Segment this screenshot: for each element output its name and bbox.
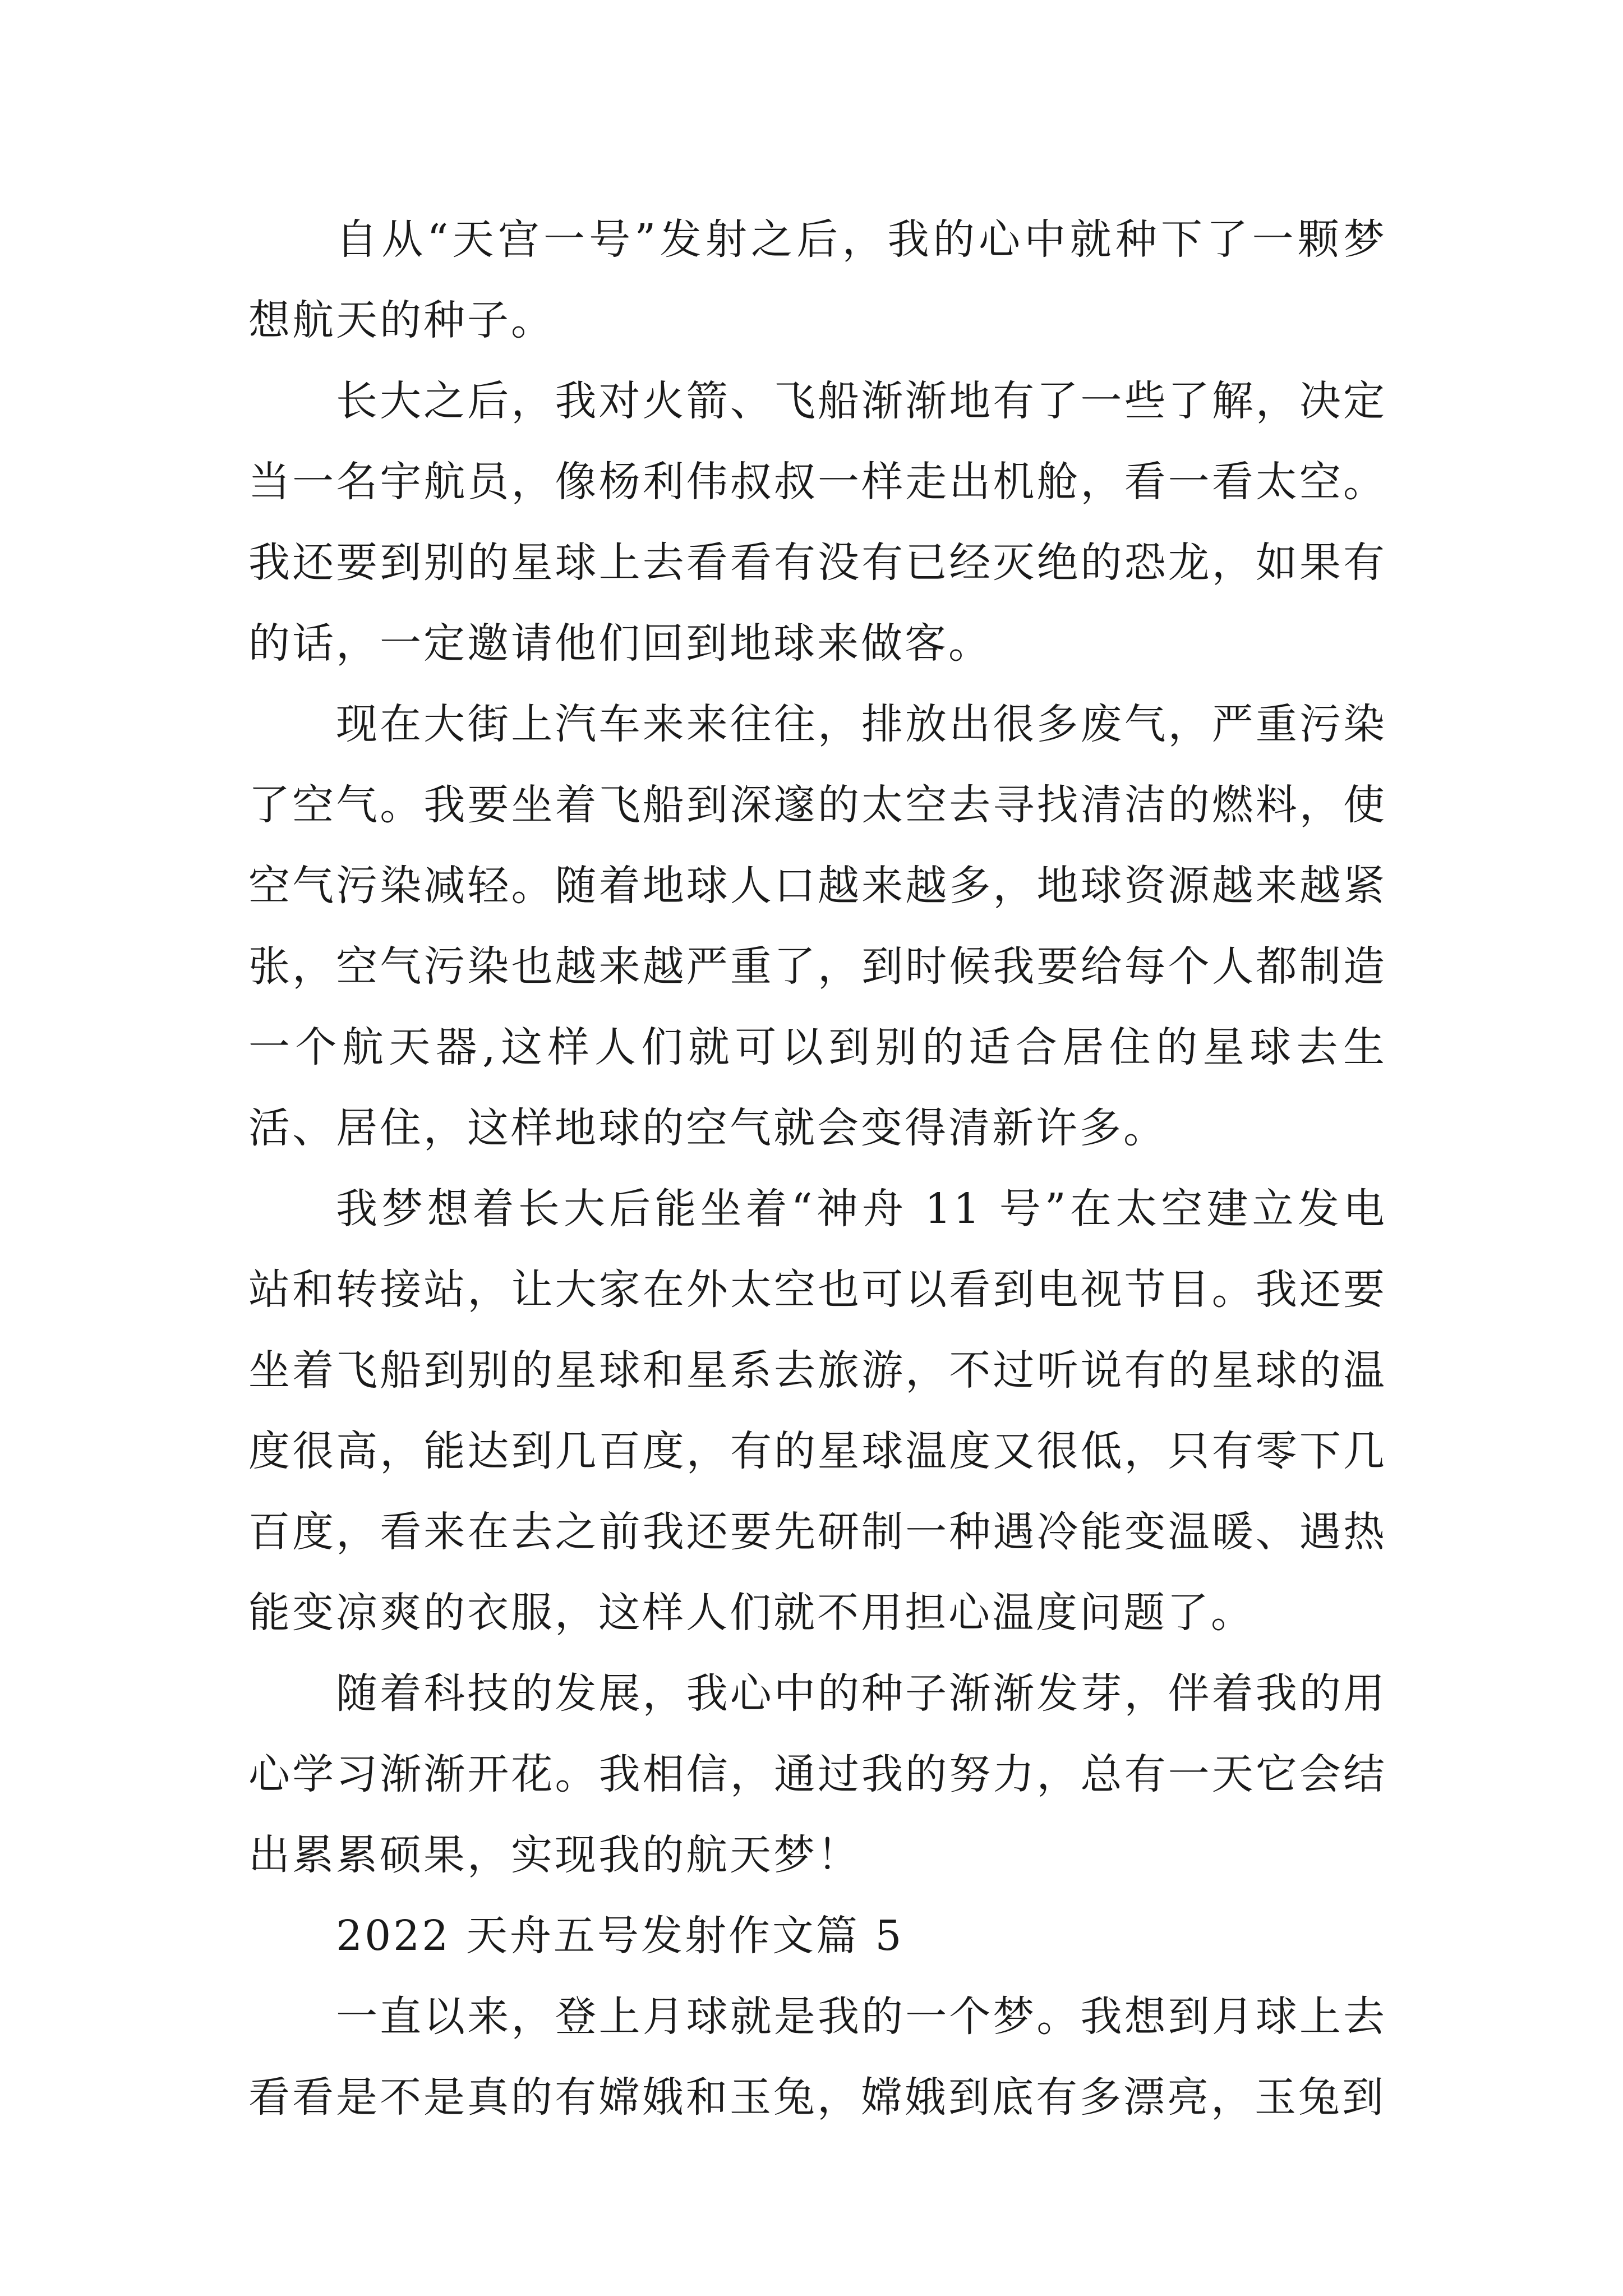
document-body (248, 199, 1387, 2138)
paragraph-5: 随着科技的发展，我心中的种子渐渐发芽，伴着我的用心学习渐渐开花。我相信，通过我的努力，总有一天它会结出累累硕果，实现我的航天梦！ (248, 1669, 1387, 1879)
section-heading: 2022 天舟五号发射作文篇 5 (336, 1912, 904, 1960)
paragraph-1: 自从“天宫一号”发射之后，我的心中就种下了一颗梦想航天的种子。 (248, 215, 1387, 344)
paragraph-2: 长大之后，我对火箭、飞船渐渐地有了一些了解，决定当一名宇航员，像杨利伟叔叔一样走出机舱，看一看太空。我还要到别的星球上去看看有没有已经灭绝的恐龙，如果有的话，一定邀请他们回到地球来做客。 (248, 377, 1387, 668)
paragraph-6: 一直以来，登上月球就是我的一个梦。我想到月球上去看看是不是真的有嫦娥和玉兔，嫦娥到底有多漂亮，玉兔到 (248, 1993, 1387, 2122)
paragraph-4: 我梦想着长大后能坐着“神舟 11 号”在太空建立发电站和转接站，让大家在外太空也可以看到电视节目。我还要坐着飞船到别的星球和星系去旅游，不过听说有的星球的温度很高，能达到几百度，有的星球温度又很低，只有零下几百度，看来在去之前我还要先研制一种遇冷能变温暖、遇热能变凉爽的衣服，这样人们就不用担心温度问题了。 (248, 1185, 1387, 1637)
paragraph-3: 现在大街上汽车来来往往，排放出很多废气，严重污染了空气。我要坐着飞船到深邃的太空去寻找清洁的燃料，使空气污染减轻。随着地球人口越来越多，地球资源越来越紧张，空气污染也越来越严重了，到时候我要给每个人都制造一个航天器,这样人们就可以到别的适合居住的星球去生活、居住，这样地球的空气就会变得清新许多。 (248, 700, 1387, 1152)
